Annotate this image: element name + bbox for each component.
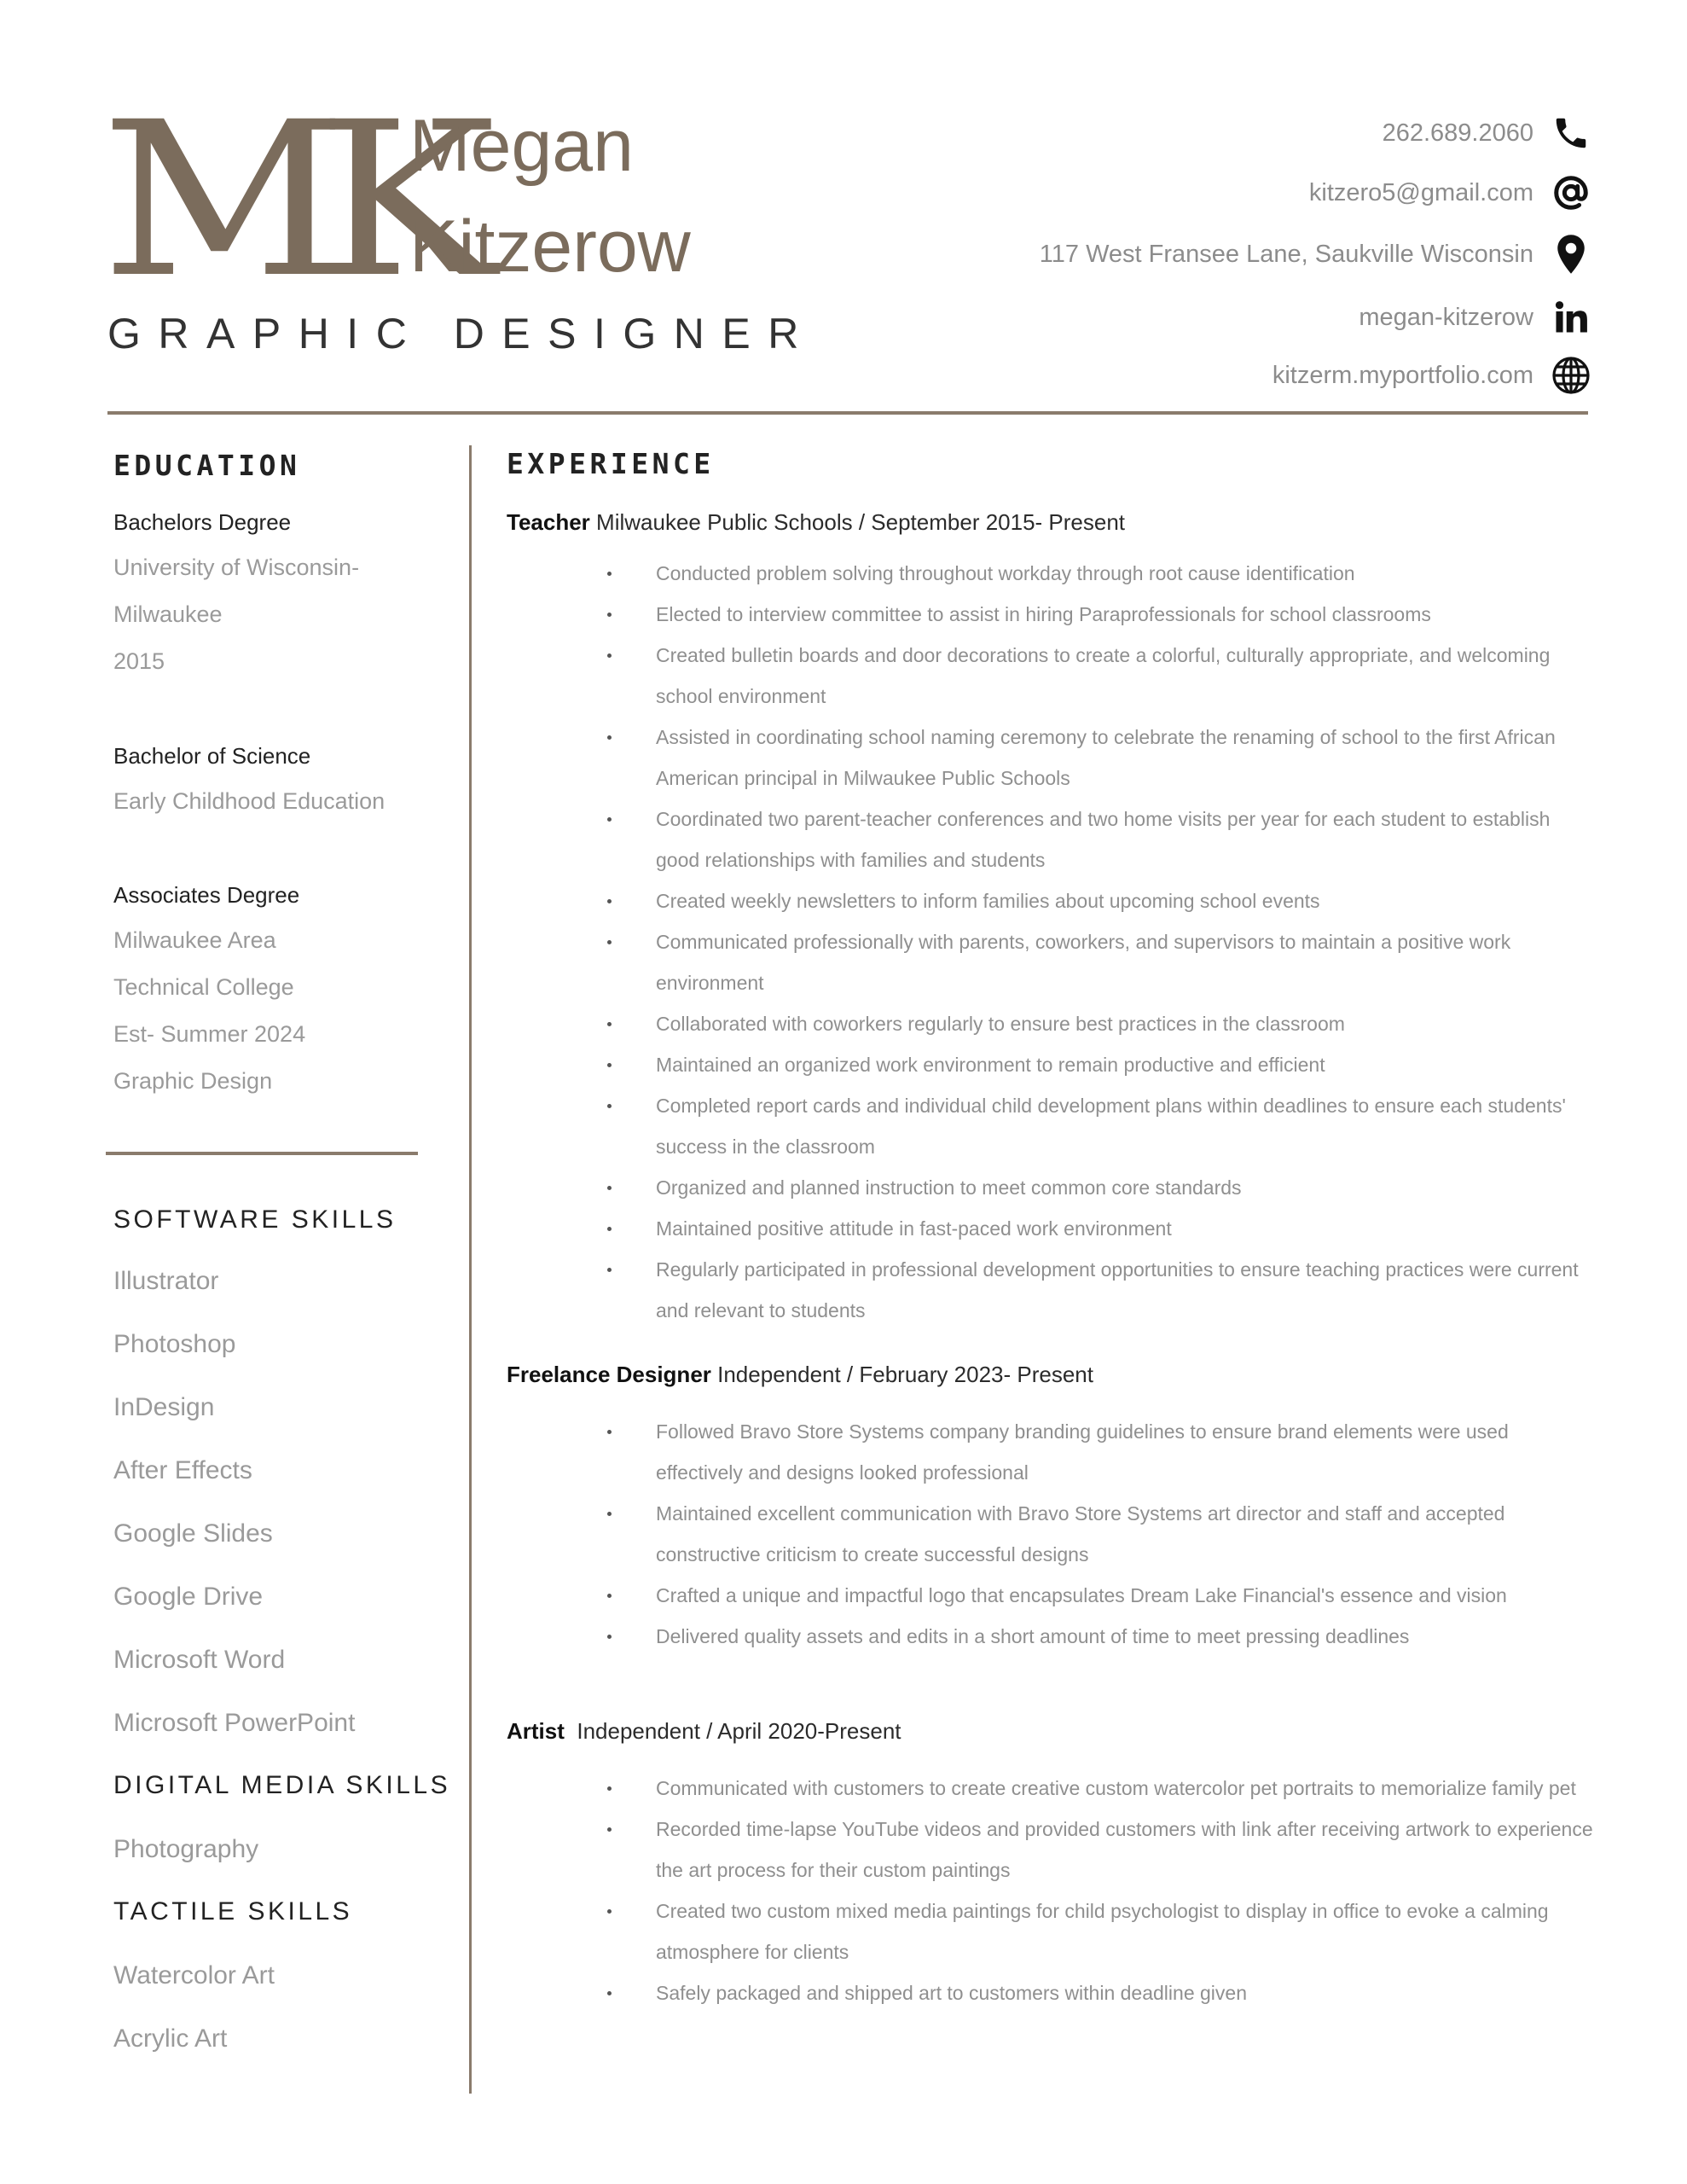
last-name: Kitzerow [409, 206, 691, 288]
job-header [507, 1362, 1093, 1388]
job-title: Teacher [507, 509, 590, 535]
phone-text: 262.689.2060 [1382, 119, 1533, 147]
list-item: Delivered quality assets and edits in a short amount of time to meet pressing deadlines [607, 1616, 1597, 1657]
education-detail: 2015 [113, 648, 165, 674]
skill-item: Photoshop [113, 1330, 236, 1358]
location-pin-icon [1549, 232, 1593, 276]
job-bullets [607, 1411, 1597, 1657]
education-degree: Bachelors Degree [113, 509, 292, 535]
list-item: Crafted a unique and impactful logo that encapsulates Dream Lake Financial's essence and vision [607, 1575, 1597, 1616]
job-bullets [607, 553, 1597, 1331]
education-detail: Est- Summer 2024 [113, 1021, 306, 1047]
list-item: Communicated professionally with parents, coworkers, and supervisors to maintain a positive work environment [607, 921, 1597, 1003]
contact-email[interactable] [1309, 167, 1593, 218]
skill-item: Illustrator [113, 1267, 219, 1295]
skill-item: After Effects [113, 1456, 252, 1484]
contact-phone [1383, 107, 1593, 159]
job-detail: Independent / February 2023- Present [717, 1362, 1093, 1387]
list-item: Regularly participated in professional development opportunities to ensure teaching practices were current and relevant to students [607, 1249, 1597, 1331]
list-item: Organized and planned instruction to meet common core standards [607, 1167, 1597, 1208]
list-item: Safely packaged and shipped art to customers within deadline given [607, 1972, 1597, 2013]
list-item: Maintained excellent communication with Bravo Store Systems art director and staff and accepted constructive criticism to create successful designs [607, 1493, 1597, 1575]
skill-item: Watercolor Art [113, 1961, 275, 1989]
job-detail: Independent / April 2020-Present [577, 1718, 901, 1744]
skill-item: Google Slides [113, 1519, 273, 1548]
header-divider [107, 411, 1588, 415]
job-title: Freelance Designer [507, 1362, 711, 1387]
website-text[interactable]: kitzerm.myportfolio.com [1272, 361, 1533, 389]
job-title: Artist [507, 1718, 565, 1744]
education-detail: Early Childhood Education [113, 788, 386, 814]
education-detail: Graphic Design [113, 1068, 273, 1094]
skill-item: Acrylic Art [113, 2024, 228, 2053]
sidebar-divider [106, 1152, 418, 1155]
skill-item: Photography [113, 1835, 259, 1863]
list-item: Created weekly newsletters to inform families about upcoming school events [607, 880, 1597, 921]
job-role-title: GRAPHIC DESIGNER [107, 310, 816, 357]
job-header [507, 509, 1125, 536]
education-detail: Milwaukee [113, 601, 223, 627]
tactile-skills-heading: TACTILE SKILLS [113, 1897, 353, 1926]
job-header [507, 1718, 901, 1745]
list-item: Followed Bravo Store Systems company branding guidelines to ensure brand elements were used effectively and designs looked professional [607, 1411, 1597, 1493]
experience-heading: EXPERIENCE [507, 447, 715, 480]
linkedin-icon [1549, 295, 1593, 340]
skill-item: Microsoft PowerPoint [113, 1709, 356, 1737]
column-divider [469, 445, 472, 2094]
job-detail: Milwaukee Public Schools / September 2015- Present [596, 509, 1126, 535]
education-degree: Bachelor of Science [113, 743, 311, 769]
phone-icon [1549, 111, 1593, 155]
digital-media-skills-heading: DIGITAL MEDIA SKILLS [113, 1771, 451, 1799]
skill-item: Google Drive [113, 1583, 264, 1611]
skill-item: InDesign [113, 1393, 215, 1421]
list-item: Completed report cards and individual child development plans within deadlines to ensure each students' success in the classroom [607, 1085, 1597, 1167]
education-detail: Technical College [113, 974, 294, 1000]
email-text[interactable]: kitzero5@gmail.com [1308, 178, 1533, 206]
address-text: 117 West Fransee Lane, Saukville Wisconsin [1039, 240, 1533, 268]
education-detail: University of Wisconsin- [113, 555, 360, 580]
education-detail: Milwaukee Area [113, 927, 276, 953]
list-item: Elected to interview committee to assist in hiring Paraprofessionals for school classrooms [607, 594, 1597, 635]
list-item: Assisted in coordinating school naming ceremony to celebrate the renaming of school to the first African American principal in Milwaukee Public Schools [607, 717, 1597, 799]
education-degree: Associates Degree [113, 882, 300, 908]
contact-website[interactable] [1272, 350, 1593, 401]
education-heading: EDUCATION [113, 449, 301, 482]
linkedin-text[interactable]: megan-kitzerow [1359, 303, 1533, 331]
first-name: Megan [409, 105, 634, 187]
list-item: Conducted problem solving throughout workday through root cause identification [607, 553, 1597, 594]
software-skills-heading: SOFTWARE SKILLS [113, 1205, 397, 1234]
contact-linkedin[interactable] [1359, 292, 1593, 343]
list-item: Created bulletin boards and door decorations to create a colorful, culturally appropriate, and welcoming school environment [607, 635, 1597, 717]
job-bullets [607, 1768, 1597, 2013]
list-item: Created two custom mixed media paintings for child psychologist to display in office to evoke a calming atmosphere for clients [607, 1891, 1597, 1972]
at-icon [1549, 171, 1593, 215]
list-item: Maintained positive attitude in fast-paced work environment [607, 1208, 1597, 1249]
list-item: Recorded time-lapse YouTube videos and provided customers with link after receiving artwork to experience the art process for their custom paintings [607, 1809, 1597, 1891]
globe-icon [1549, 353, 1593, 398]
list-item: Communicated with customers to create creative custom watercolor pet portraits to memorialize family pet [607, 1768, 1597, 1809]
list-item: Maintained an organized work environment to remain productive and efficient [607, 1044, 1597, 1085]
list-item: Collaborated with coworkers regularly to ensure best practices in the classroom [607, 1003, 1597, 1044]
list-item: Coordinated two parent-teacher conferences and two home visits per year for each student to establish good relationships with families and students [607, 799, 1597, 880]
monogram-logo: MK [101, 76, 466, 324]
contact-address [1040, 229, 1593, 280]
skill-item: Microsoft Word [113, 1646, 286, 1674]
